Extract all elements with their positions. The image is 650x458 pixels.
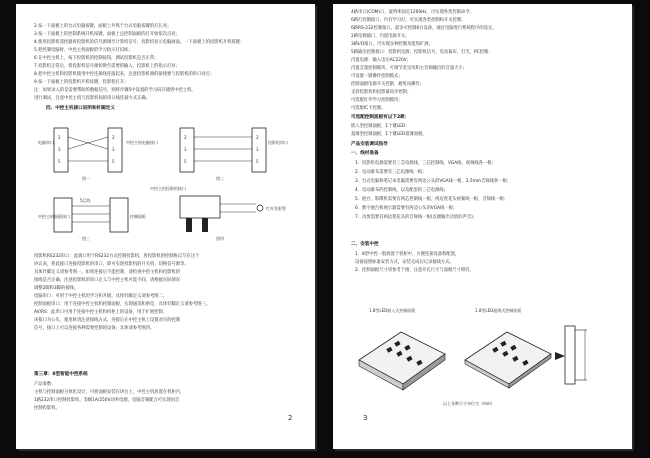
text-line: 可设置一键操作控制模式； bbox=[351, 74, 403, 79]
text-line: 内置电源：输入电压AC220V； bbox=[351, 58, 411, 63]
label-cable: 5芯线 bbox=[80, 198, 91, 203]
text-line: 5.把控制电脑时，中控主机面板的学习指示灯闪烁； bbox=[34, 48, 133, 53]
label-proj-port: 投影机串口 bbox=[268, 140, 288, 145]
drawing-label-left: 1.8型LED嵌入式控制面板 bbox=[369, 308, 416, 313]
text-line: 9.按一下面板上的投影机开机按键，投影机打开； bbox=[34, 80, 129, 85]
cable-prep-subheading: 一、线材准备 bbox=[351, 151, 379, 156]
wiring-diagram bbox=[30, 114, 305, 246]
label-host-panel-port: 中控主机面板接口 bbox=[38, 214, 70, 219]
label-ir: 红外发射管 bbox=[266, 206, 286, 211]
pin-label: 3 bbox=[112, 147, 115, 152]
page-number: 2 bbox=[288, 414, 293, 422]
pin-label: 2 bbox=[256, 135, 259, 140]
text-line: 控制面板电源开关控制，避免误操作； bbox=[351, 82, 425, 87]
text-line: 7．功放需要有两边莲花头的音频线一根(以便输出功放的声音)。 bbox=[355, 215, 478, 220]
text-line: 投影机RS232串口：此端口用于RS232方式控制投影机，将投影机的控制协议写在这个 bbox=[34, 254, 200, 259]
text-line: 7.投影机正常后，将投影机信号源切换至需要的输入，投影机上的指示灯亮； bbox=[34, 64, 180, 69]
text-line: 该接口为公头，使用时请注意接线方式，连接后在中控主机上设置对应的控制 bbox=[34, 318, 181, 323]
text-line: 6路灯控制接口，内有学习灯，可实现各类控制和开关控制； bbox=[351, 18, 466, 23]
text-line: 3.按一下面板上的控制系统开机按键，面板上总控制面板的灯开始依次点亮； bbox=[34, 32, 180, 37]
text-line: 2．控制面板尺寸请参考下图，注意开孔尺寸与面板尺寸相符。 bbox=[355, 268, 474, 273]
text-line: 控制面板串口：用于连接中控主机和控制面板，实现通讯和供电，具体针脚定义请参考图三。 bbox=[34, 302, 211, 307]
section-heading: 四、中控主机接口说明和针脚定义 bbox=[46, 106, 115, 111]
drawing-label-right: 1.8型LED超薄式控制面板 bbox=[475, 308, 522, 313]
label-pc-port: 电脑串口 bbox=[38, 140, 54, 145]
label-host-proj-port: 中控主机投影机接口 bbox=[150, 186, 186, 191]
text-line: 6．数字展台和展示器需要有两边公头的VGA线一根； bbox=[355, 206, 458, 211]
caption-fig4: 图四 bbox=[216, 236, 224, 241]
install-heading: 产品安装调试指导 bbox=[351, 142, 388, 147]
panel-options-heading: 可选配控制面板有以下2款： bbox=[351, 115, 410, 120]
text-line: 3路I/O接口，可实现多种控制功能和扩展； bbox=[351, 42, 433, 47]
text-line: 产品参数： bbox=[34, 382, 56, 387]
text-line: 协议表，将此接口连接投影机的串口，即可实现投影机的开关机、切换信号源等。 bbox=[34, 262, 189, 267]
pin-label: 5 bbox=[184, 159, 187, 164]
text-line: 5路输出控制接口：投影机电源、投影机信号、电动幕布、灯光、PC控制； bbox=[351, 50, 493, 55]
panel-dimension-drawing bbox=[347, 302, 619, 412]
pin-label: 5 bbox=[256, 159, 259, 164]
text-line: 2路电源插口，内置电源开关； bbox=[351, 34, 410, 39]
document-page-right bbox=[333, 4, 632, 449]
caption-fig2: 图二 bbox=[216, 176, 224, 181]
text-line: 超薄型控制面板，1个键LED超薄面板。 bbox=[351, 132, 427, 137]
text-line: 1．投影机电源需要有三芯电源线、三芯控制线、VGA线、视频线各一根； bbox=[355, 161, 496, 166]
text-line: 控制投影机。 bbox=[34, 406, 60, 411]
text-line: 1路232串口控制投影机、等级1A/250V功率电源，电脑音频配合可实现语音 bbox=[34, 398, 180, 403]
pin-label: 2 bbox=[112, 135, 115, 140]
text-line: 可选配IC卡控制。 bbox=[351, 106, 386, 111]
text-line: 注：如果录入的是需要帮助的数据信号，则将步骤5中设置的学习码存储到中控主机， bbox=[34, 88, 196, 93]
text-line: 内置音量控制模块，可调节麦克风和主音频输出的音量大小； bbox=[351, 66, 468, 71]
label-panel: 控制面板 bbox=[130, 214, 146, 219]
pin-label: 5 bbox=[58, 159, 61, 164]
pin-label: 3 bbox=[58, 147, 61, 152]
pin-label: 3 bbox=[256, 147, 259, 152]
pin-label: 2 bbox=[58, 135, 61, 140]
text-line: 4.使用投影机遥控器将投影机的信号源调至计算机信号，投影机显示电脑画面，一下面板上的投影机开机按键； bbox=[34, 40, 245, 45]
text-line: 3．台式电脑和笔记本电脑需要有两边公头的VGA线一根，3.5mm音频线各一根； bbox=[355, 179, 512, 184]
caption-fig1: 图一 bbox=[82, 176, 90, 181]
text-line: 主机与控制面板分体化设计，可将面板安装在讲台上，中控主机放置在机柜内， bbox=[34, 390, 185, 395]
text-line: 4．电动幕布的控制线，以及配套的三芯电源线； bbox=[355, 188, 448, 193]
text-line: 4路串口(COM)口，波特率固定1200Hz，可实现各类控制命令。 bbox=[351, 10, 474, 15]
caption-fig3: 图三 bbox=[82, 236, 90, 241]
text-line: 设备按照标准安装方式，安装完成后记录接线方式。 bbox=[355, 260, 454, 265]
text-line: 6路RS-232控制接口，最多可控制6台设备，通过电脑进行系统程序的设定。 bbox=[351, 26, 497, 31]
text-line: 信号，接口上可以连接各种需要控制的设备，具体请参考图四。 bbox=[34, 326, 155, 331]
text-line: 6.在中控主机上，按下投影机的控制按钮，测试投影机是否正常； bbox=[34, 56, 159, 61]
text-line: 调整2脚和3脚的接线。 bbox=[34, 286, 79, 291]
pin-label: 3 bbox=[184, 147, 187, 152]
text-line: 5．展台、影碟机需要有两芯控制线一根、两边莲花头视频线一根、音频线一根； bbox=[355, 197, 509, 202]
pin-label: 2 bbox=[184, 135, 187, 140]
pin-label: 5 bbox=[112, 159, 115, 164]
text-line: 8.把中控主机和投影机使用中控连接线连接起来，注意投影机端的接线要与投影机的串口对应； bbox=[34, 72, 215, 77]
mount-subheading: 二、安装中控 bbox=[351, 242, 379, 247]
label-host-port: 中控主机电脑接口 bbox=[126, 140, 158, 145]
text-line: 接线是否正确，注意投影机的串口定义与中控主机可能不同，请根据实际情况 bbox=[34, 278, 181, 283]
text-line: 电脑串口：可用于中控主机的学习和升级，具体针脚定义请参考图二。 bbox=[34, 294, 168, 299]
text-line: 可选配红外学习控制模块； bbox=[351, 98, 403, 103]
text-line: 具体针脚定义请参考图一。如果连接后不能控制，请检查中控主机和投影机的 bbox=[34, 270, 181, 275]
text-line: AV/RS：此串口可用于连接中控主机和机柜上的设备，用于扩展控制， bbox=[34, 310, 168, 315]
text-line: 2．电动幕布需要有三芯电源线一根； bbox=[355, 170, 427, 175]
page-number: 3 bbox=[363, 414, 368, 422]
drawing-caption: 以上各种尺寸单位为（mm） bbox=[443, 401, 495, 406]
text-line: 嵌入型控制面板，1个键LED； bbox=[351, 124, 410, 129]
text-line: 2.按一下面板上的台式电脑按键，面板上共鸣于台式电脑按键的灯长亮； bbox=[34, 24, 172, 29]
document-page-left bbox=[16, 4, 315, 449]
text-line: 1．8型中控一般放置于机柜中，方便连接设备和配置， bbox=[355, 252, 460, 257]
chapter-heading: 第三章：8型智能中控系统 bbox=[34, 372, 88, 377]
text-line: 支持投影机和投影幕同步控制； bbox=[351, 90, 412, 95]
text-line: 进行调试，注意中控主机与投影机间的串口线连接方式正确。 bbox=[34, 96, 151, 101]
